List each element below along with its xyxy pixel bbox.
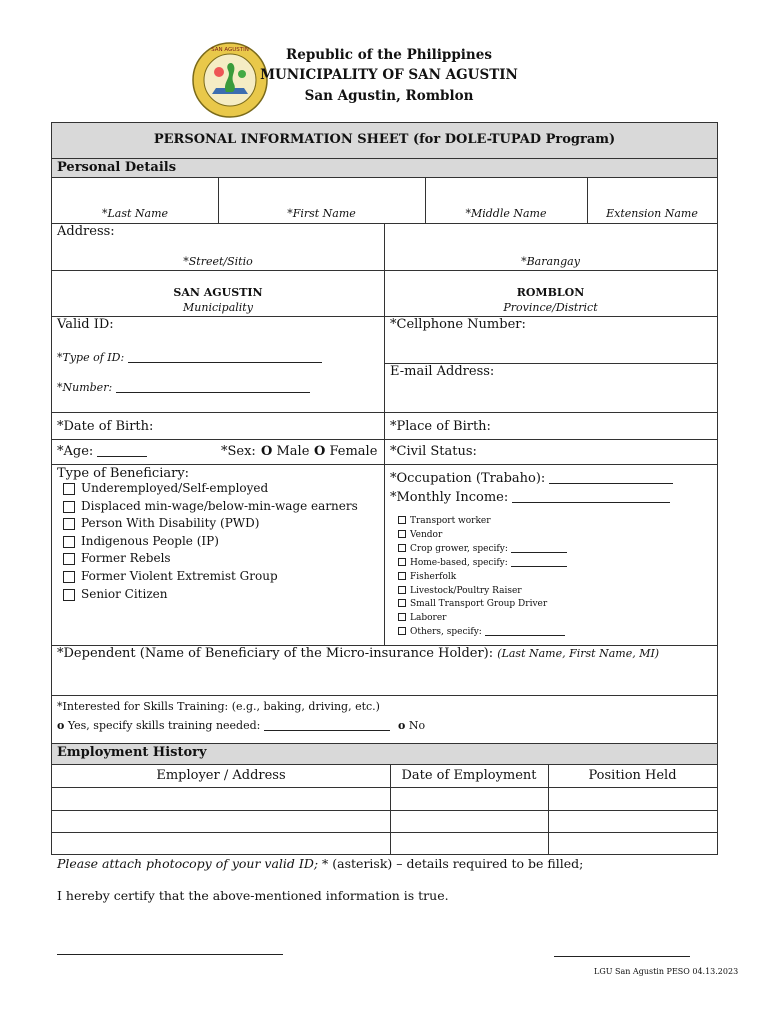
dependent-label: *Dependent (Name of Beneficiary of the Micro-insurance Holder): (Last Name, First Name, MI): [57, 646, 660, 661]
skills-question: *Interested for Skills Training: (e.g., baking, driving, etc.): [57, 700, 380, 713]
employer-cell[interactable]: [54, 834, 388, 852]
sex-male-option[interactable]: O Male: [261, 444, 310, 459]
date-signed-line[interactable]: [554, 956, 690, 957]
occupation-option[interactable]: [398, 627, 565, 637]
occupation-field[interactable]: [549, 483, 673, 484]
date-column-header: Date of Employment: [401, 768, 537, 783]
beneficiary-option-label: Former Violent Extremist Group: [81, 569, 278, 583]
svg-text:SAN AGUSTIN: SAN AGUSTIN: [211, 47, 249, 53]
cellphone-label: *Cellphone Number:: [390, 317, 526, 332]
beneficiary-type-label: Type of Beneficiary:: [57, 466, 190, 481]
header-republic: Republic of the Philippines: [286, 47, 492, 63]
position-column-header: Position Held: [588, 768, 677, 783]
occupation-specify-field[interactable]: [511, 566, 567, 567]
occupation-option-label: Small Transport Group Driver: [410, 599, 548, 609]
extension-name-field[interactable]: [589, 179, 715, 205]
beneficiary-checkbox[interactable]: [63, 501, 75, 513]
occupation-option[interactable]: [398, 516, 491, 526]
occupation-checkbox[interactable]: [398, 572, 406, 580]
beneficiary-option-label: Former Rebels: [81, 551, 171, 565]
position-cell[interactable]: [550, 834, 715, 852]
date-cell[interactable]: [392, 812, 546, 830]
last-name-field[interactable]: [54, 179, 216, 205]
beneficiary-option-label: Senior Citizen: [81, 587, 168, 601]
occupation-option[interactable]: [398, 558, 567, 568]
age-label: *Age:: [57, 444, 147, 459]
sex-label: *Sex:: [221, 444, 256, 459]
dob-label: *Date of Birth:: [57, 419, 154, 434]
occupation-option[interactable]: [398, 599, 547, 609]
beneficiary-option-label: Indigenous People (IP): [81, 534, 219, 548]
pob-label: *Place of Birth:: [390, 419, 491, 434]
beneficiary-checkbox[interactable]: [63, 536, 75, 548]
valid-id-label: Valid ID:: [57, 317, 114, 332]
municipality-value: SAN AGUSTIN: [173, 286, 263, 299]
employment-history-heading: Employment History: [57, 745, 207, 760]
province-label: Province/District: [503, 301, 598, 314]
sex-female-option[interactable]: O Female: [314, 444, 378, 459]
position-cell[interactable]: [550, 812, 715, 830]
middle-name-label: *Middle Name: [465, 207, 547, 220]
skills-needed-field[interactable]: [264, 730, 390, 731]
date-cell[interactable]: [392, 834, 546, 852]
form-title: PERSONAL INFORMATION SHEET (for DOLE-TUPAD Program): [153, 132, 616, 147]
type-of-id-label: *Type of ID:: [57, 351, 322, 364]
beneficiary-checkbox[interactable]: [63, 483, 75, 495]
last-name-label: *Last Name: [101, 207, 169, 220]
occupation-checkbox[interactable]: [398, 544, 406, 552]
occupation-checkbox[interactable]: [398, 613, 406, 621]
monthly-income-label: *Monthly Income:: [390, 490, 670, 505]
beneficiary-checkbox[interactable]: [63, 571, 75, 583]
date-cell[interactable]: [392, 789, 546, 808]
dependent-field[interactable]: [56, 667, 712, 691]
occupation-option[interactable]: [398, 530, 442, 540]
email-label: E-mail Address:: [390, 364, 495, 379]
first-name-field[interactable]: [220, 179, 423, 205]
age-field[interactable]: [97, 456, 147, 457]
middle-name-field[interactable]: [427, 179, 585, 205]
occupation-option-label: Livestock/Poultry Raiser: [410, 586, 522, 596]
monthly-income-field[interactable]: [512, 502, 670, 503]
footer-note: Please attach photocopy of your valid ID; * (asterisk) – details required to be filled;: [57, 856, 584, 871]
occupation-option[interactable]: [398, 572, 456, 582]
extension-name-label: Extension Name: [606, 207, 698, 220]
beneficiary-checkbox[interactable]: [63, 589, 75, 601]
occupation-option-label: Fisherfolk: [410, 572, 457, 582]
personal-details-heading: Personal Details: [57, 160, 177, 175]
beneficiary-option-label: Person With Disability (PWD): [81, 516, 260, 530]
form-code: LGU San Agustin PESO 04.13.2023: [594, 967, 739, 976]
employer-cell[interactable]: [54, 789, 388, 808]
first-name-label: *First Name: [287, 207, 356, 220]
occupation-option-label: Laborer: [410, 613, 447, 623]
beneficiary-checkbox[interactable]: [63, 518, 75, 530]
barangay-label: *Barangay: [521, 255, 580, 268]
street-field[interactable]: [142, 227, 380, 253]
occupation-checkbox[interactable]: [398, 558, 406, 566]
beneficiary-option-label: Underemployed/Self-employed: [81, 481, 269, 495]
employer-cell[interactable]: [54, 812, 388, 830]
skills-no-option[interactable]: o No: [398, 719, 426, 732]
province-value: ROMBLON: [516, 286, 585, 299]
address-label: Address:: [57, 224, 115, 239]
occupation-option[interactable]: [398, 613, 446, 623]
information-form: [51, 122, 718, 855]
occupation-specify-field[interactable]: [485, 635, 565, 636]
signature-line[interactable]: [57, 954, 283, 955]
barangay-field[interactable]: [388, 227, 714, 253]
occupation-option[interactable]: [398, 586, 522, 596]
street-label: *Street/Sitio: [183, 255, 253, 268]
occupation-option[interactable]: [398, 544, 567, 554]
occupation-checkbox[interactable]: [398, 530, 406, 538]
certification-statement: I hereby certify that the above-mentioned information is true.: [57, 888, 449, 903]
occupation-option-label: Transport worker: [410, 516, 491, 526]
dependent-hint: (Last Name, First Name, MI): [497, 647, 660, 660]
occupation-checkbox[interactable]: [398, 516, 406, 524]
beneficiary-option-label: Displaced min-wage/below-min-wage earners: [81, 499, 358, 513]
position-cell[interactable]: [550, 789, 715, 808]
employer-column-header: Employer / Address: [156, 768, 286, 783]
occupation-checkbox[interactable]: [398, 599, 406, 607]
occupation-option-label: Crop grower, specify:: [410, 544, 508, 554]
occupation-label: *Occupation (Trabaho):: [390, 471, 673, 486]
header-municipality: MUNICIPALITY OF SAN AGUSTIN: [260, 67, 518, 83]
type-of-id-field[interactable]: [128, 362, 322, 363]
id-number-label: *Number:: [57, 381, 310, 394]
civil-status-label: *Civil Status:: [390, 444, 477, 459]
header-location: San Agustin, Romblon: [304, 88, 474, 104]
occupation-checkbox[interactable]: [398, 627, 406, 635]
beneficiary-checkbox[interactable]: [63, 553, 75, 565]
occupation-option-label: Home-based, specify:: [410, 558, 508, 568]
occupation-specify-field[interactable]: [511, 552, 567, 553]
skills-yes-option[interactable]: o Yes, specify skills training needed:: [57, 719, 390, 732]
occupation-option-label: Others, specify:: [410, 627, 482, 637]
id-number-field[interactable]: [116, 392, 310, 393]
municipality-label: Municipality: [183, 301, 253, 314]
occupation-option-label: Vendor: [410, 530, 443, 540]
occupation-checkbox[interactable]: [398, 586, 406, 594]
